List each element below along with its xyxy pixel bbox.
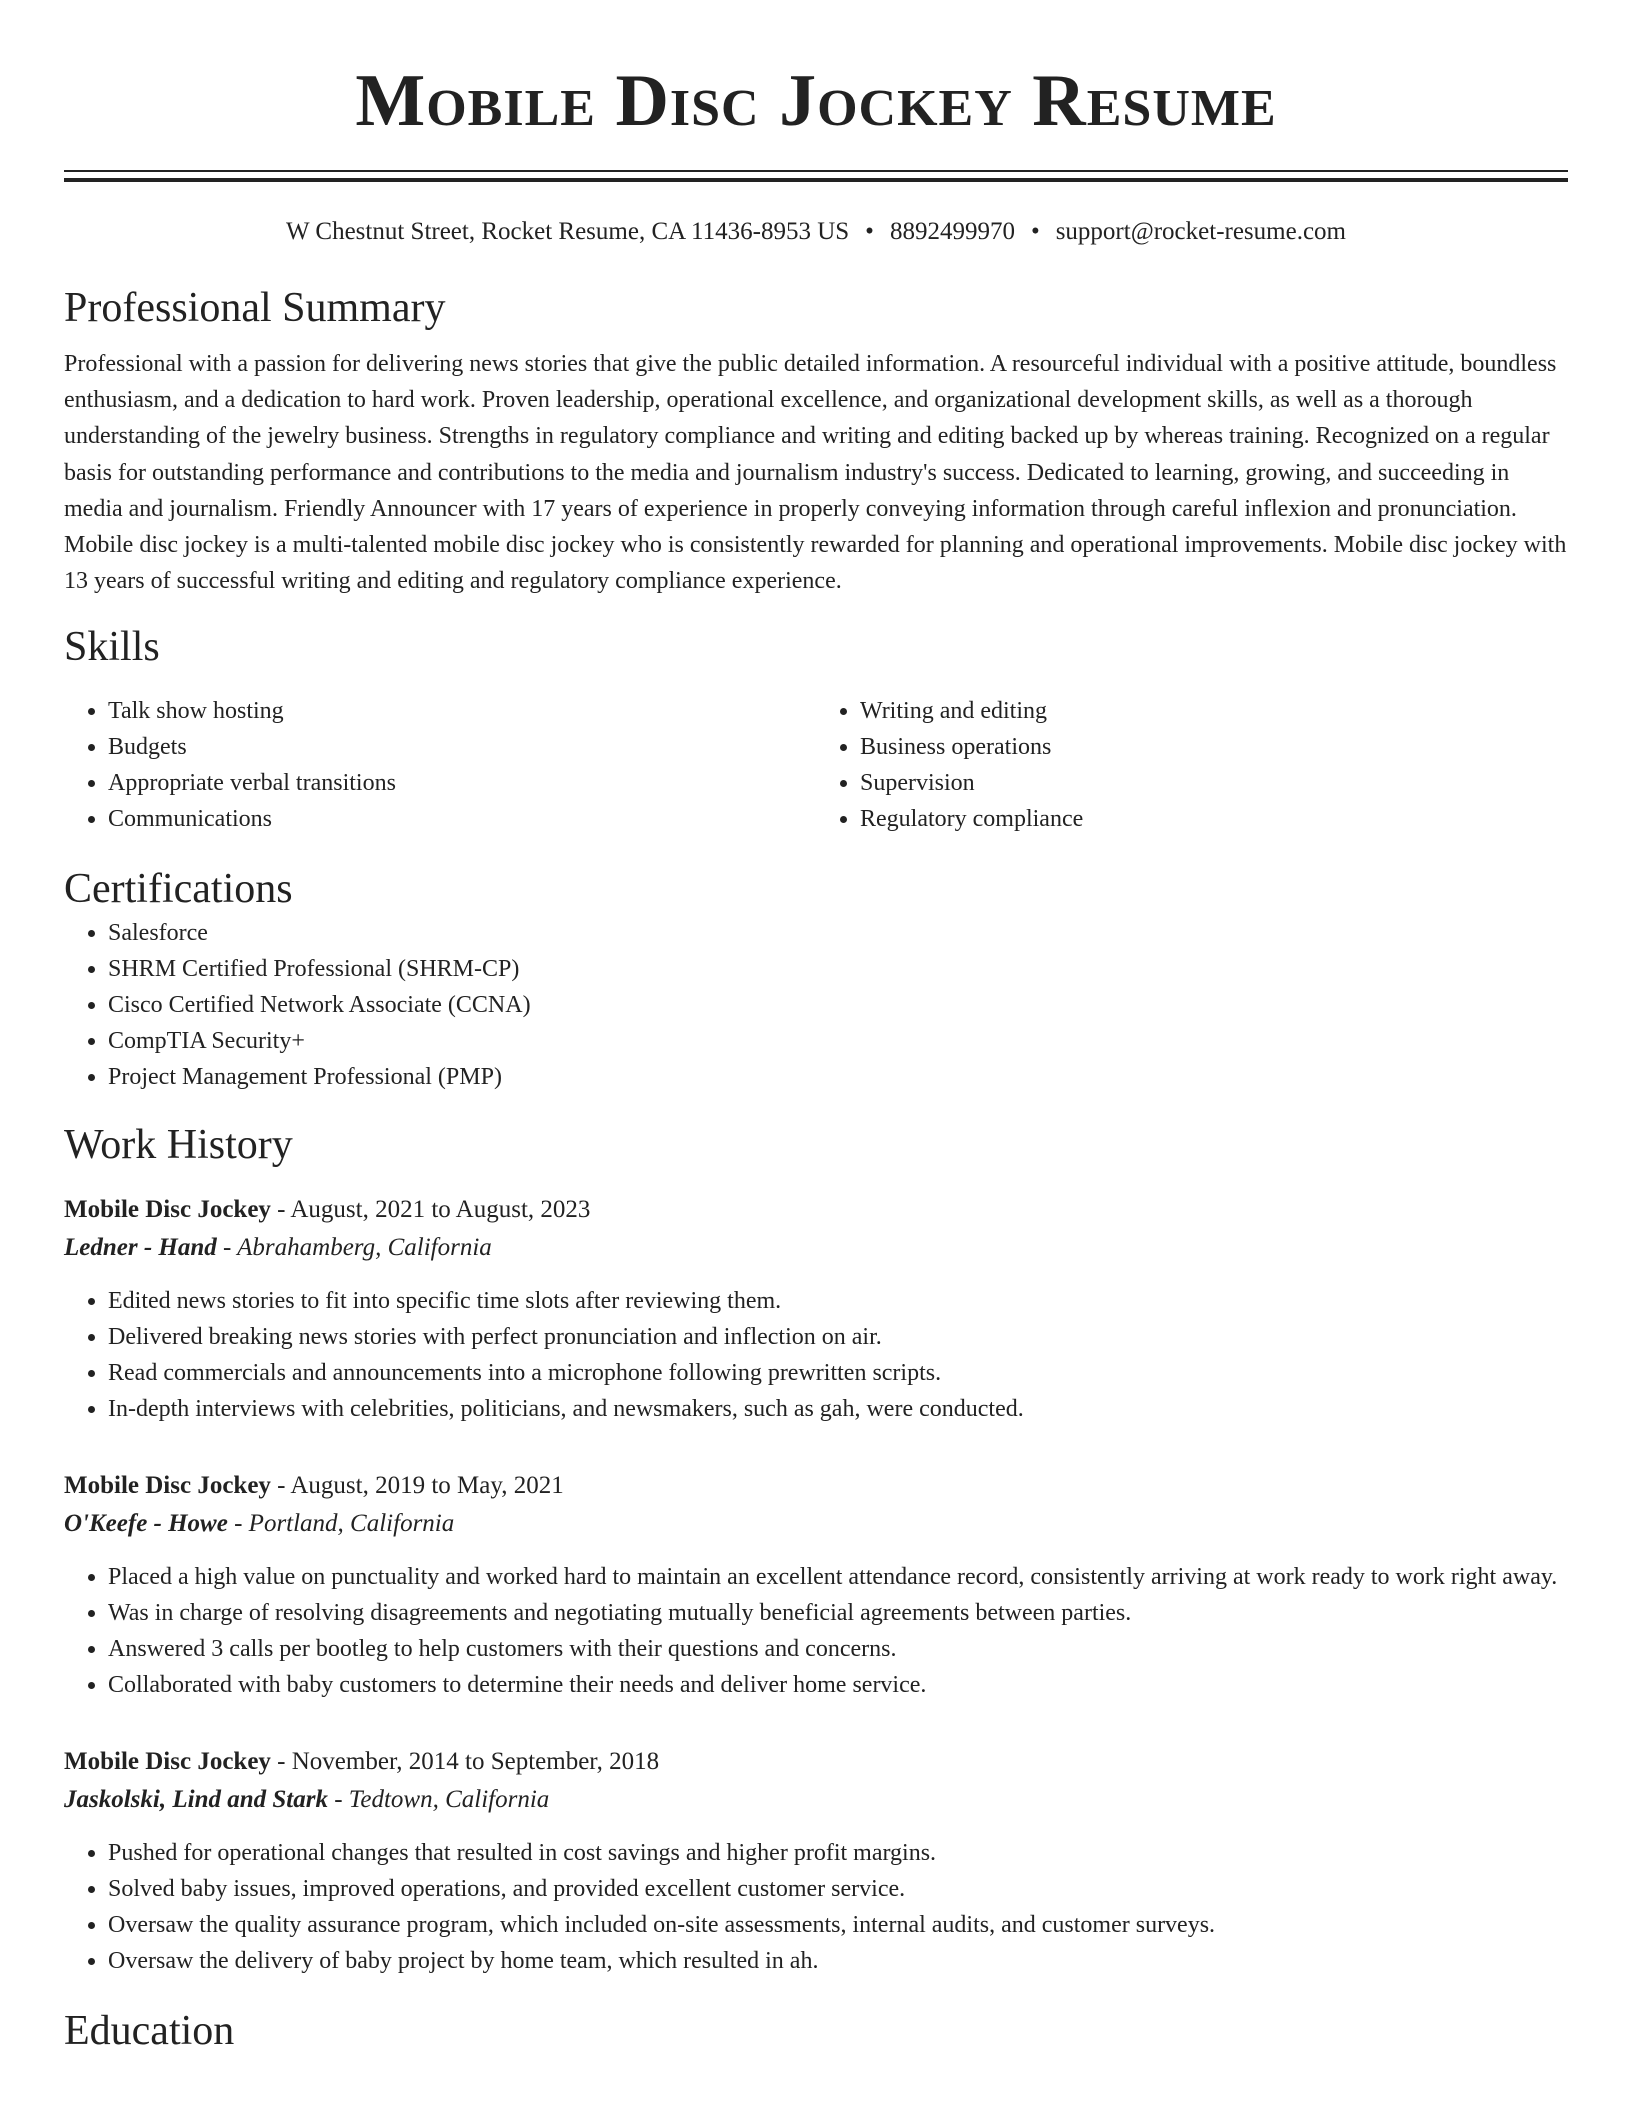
- job-location: - Tedtown, California: [327, 1786, 550, 1814]
- contact-phone: 8892499970: [889, 218, 1015, 245]
- job-title-line: [64, 1191, 1568, 1229]
- section-heading-professional-summary: Professional Summary: [64, 285, 446, 331]
- job-duty: • Oversaw the delivery of baby project by home team, which resulted in ah.: [108, 1943, 1568, 1979]
- resume-title: Mobile Disc Jockey Resume: [355, 60, 1277, 142]
- job-dates: - November, 2014 to September, 2018: [270, 1748, 660, 1776]
- certifications-list: [64, 915, 1568, 1095]
- certification-item: • Cisco Certified Network Associate (CCNA): [108, 987, 1568, 1023]
- certification-item: • Salesforce: [108, 915, 1568, 951]
- certification-item: • Project Management Professional (PMP): [108, 1059, 1568, 1095]
- skill-item: • Appropriate verbal transitions: [108, 765, 816, 801]
- job-role: Mobile Disc Jockey: [64, 1196, 271, 1224]
- job-dates: - August, 2021 to August, 2023: [270, 1196, 591, 1224]
- contact-separator: •: [1030, 218, 1040, 245]
- contact-address: W Chestnut Street, Rocket Resume, CA 11436-8953 US: [286, 218, 850, 245]
- skills-columns: [64, 693, 1568, 837]
- job-role: Mobile Disc Jockey: [64, 1472, 271, 1500]
- title-divider-thin: [64, 170, 1568, 172]
- job-title-line: [64, 1743, 1568, 1781]
- section-heading-work-history: Work History: [64, 1122, 293, 1169]
- skill-item: • Talk show hosting: [108, 693, 816, 729]
- job-duty: • Delivered breaking news stories with perfect pronunciation and inflection on air.: [108, 1319, 1568, 1355]
- job-role: Mobile Disc Jockey: [64, 1748, 271, 1776]
- job-location: - Portland, California: [227, 1510, 455, 1538]
- job-duty: • Collaborated with baby customers to determine their needs and deliver home service.: [108, 1667, 1568, 1703]
- job-title-line: [64, 1467, 1568, 1505]
- certification-item: • CompTIA Security+: [108, 1023, 1568, 1059]
- job-company-line: [64, 1781, 1568, 1819]
- skill-item: • Regulatory compliance: [860, 801, 1568, 837]
- skill-item: • Communications: [108, 801, 816, 837]
- skill-item: • Budgets: [108, 729, 816, 765]
- job-dates: - August, 2019 to May, 2021: [270, 1472, 564, 1500]
- job-duty: • Placed a high value on punctuality and worked hard to maintain an excellent attendance record, consistently arriving at work ready to work right away.: [108, 1559, 1568, 1595]
- job-company: O'Keefe - Howe: [64, 1510, 228, 1538]
- summary-paragraph: Professional with a passion for delivering news stories that give the public detailed information. A resourceful individual with a positive attitude, boundless enthusiasm, and a dedication to hard work. Proven leadership, operational excellence, and organizational development skills, as well as a thorough understanding of the jewelry business. Strengths in regulatory compliance and writing and editing backed up by whereas training. Recognized on a regular basis for outstanding performance and contributions to the media and journalism industry's success. Dedicated to learning, growing, and succeeding in media and journalism. Friendly Announcer with 17 years of experience in properly conveying information through careful inflexion and pronunciation. Mobile disc jockey is a multi-talented mobile disc jockey who is consistently rewarded for planning and operational improvements. Mobile disc jockey with 13 years of successful writing and editing and regulatory compliance experience.: [64, 351, 1567, 595]
- job-duties-list: [64, 1283, 1568, 1427]
- job-duty: • Oversaw the quality assurance program, which included on-site assessments, internal audits, and customer surveys.: [108, 1907, 1568, 1943]
- contact-email: support@rocket-resume.com: [1055, 218, 1346, 245]
- skills-list-left: [64, 693, 816, 837]
- job-duties-list: [64, 1559, 1568, 1703]
- job-company: Ledner - Hand: [64, 1234, 217, 1262]
- job-company-line: [64, 1229, 1568, 1267]
- contact-separator: •: [865, 218, 874, 245]
- resume-page: [64, 0, 1568, 2057]
- certification-item: • SHRM Certified Professional (SHRM-CP): [108, 951, 1568, 987]
- skill-item: • Supervision: [860, 765, 1568, 801]
- section-heading-skills: Skills: [64, 624, 160, 671]
- job-duty: • Was in charge of resolving disagreements and negotiating mutually beneficial agreements between parties.: [108, 1595, 1568, 1631]
- section-heading-education: Education: [64, 2008, 235, 2055]
- contact-line: [64, 216, 1568, 248]
- skill-item: • Writing and editing: [860, 693, 1568, 729]
- job-entry: [64, 1191, 1568, 1427]
- job-company: Jaskolski, Lind and Stark: [64, 1786, 328, 1814]
- job-duty: • Edited news stories to fit into specific time slots after reviewing them.: [108, 1283, 1568, 1319]
- job-entry: [64, 1467, 1568, 1703]
- job-duty: • Read commercials and announcements into a microphone following prewritten scripts.: [108, 1355, 1568, 1391]
- job-duties-list: [64, 1835, 1568, 1979]
- skill-item: • Business operations: [860, 729, 1568, 765]
- job-duty: • Solved baby issues, improved operations, and provided excellent customer service.: [108, 1871, 1568, 1907]
- job-duty: • Pushed for operational changes that resulted in cost savings and higher profit margins.: [108, 1835, 1568, 1871]
- section-heading-certifications: Certifications: [64, 866, 293, 913]
- job-company-line: [64, 1505, 1568, 1543]
- job-entry: [64, 1743, 1568, 1979]
- job-location: - Abrahamberg, California: [216, 1234, 492, 1262]
- title-divider-thick: [64, 178, 1568, 182]
- skills-list-right: [816, 693, 1568, 837]
- job-duty: • Answered 3 calls per bootleg to help customers with their questions and concerns.: [108, 1631, 1568, 1667]
- job-duty: • In-depth interviews with celebrities, politicians, and newsmakers, such as gah, were conducted.: [108, 1391, 1568, 1427]
